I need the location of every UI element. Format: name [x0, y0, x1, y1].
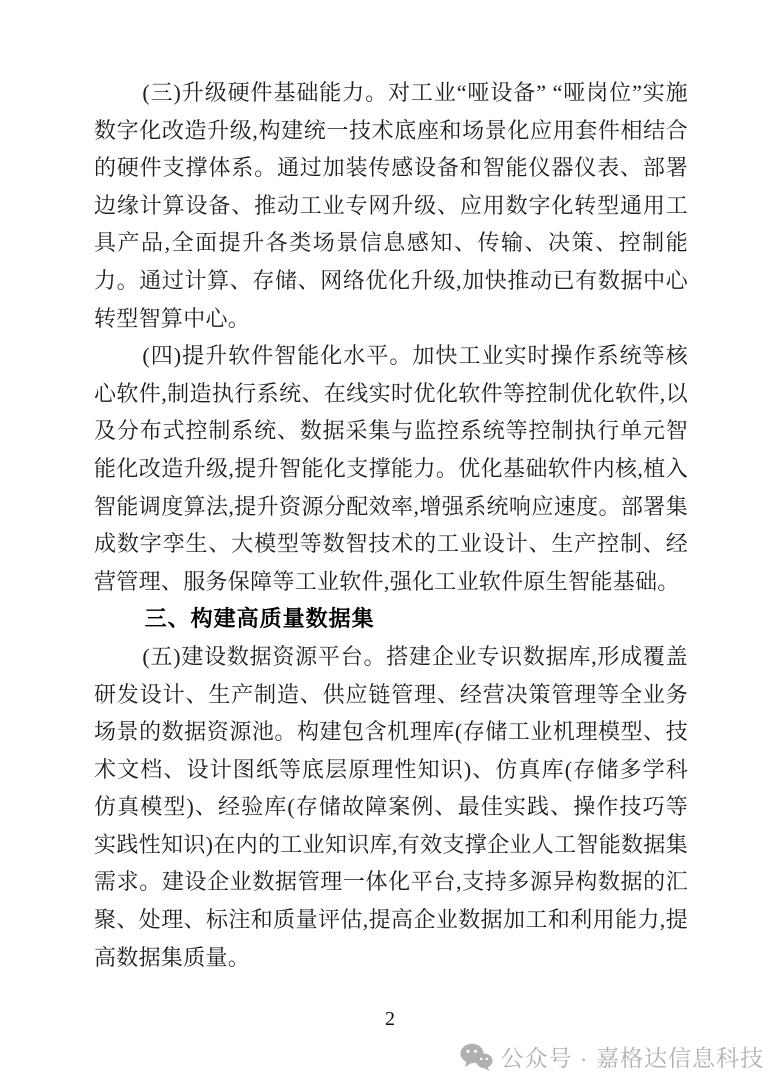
paragraph-item-5: (五)建设数据资源平台。搭建企业专识数据库,形成覆盖研发设计、生产制造、供应链管理、经营决策管理等全业务场景的数据资源池。构建包含机理库(存储工业机理模型、技术文档、设计图纸等底层原理性知识)、仿真库(存储多学科仿真模型)、经验库(存储故障案例、最佳实践、操作技巧等实践性知识)在内的工业知识库,有效支撑企业人工智能数据集需求。建设企业数据管理一体化平台,支持多源异构数据的汇聚、处理、标注和质量评估,提高企业数据加工和利用能力,提高数据集质量。 [94, 643, 688, 970]
paragraph-item-3: (三)升级硬件基础能力。对工业“哑设备” “哑岗位”实施数字化改造升级,构建统一技术底座和场景化应用套件相结合的硬件支撑体系。通过加装传感设备和智能仪器仪表、部署边缘计算设备、推动工业专网升级、应用数字化转型通用工具产品,全面提升各类场景信息感知、传输、决策、控制能力。通过计算、存储、网络优化升级,加快推动已有数据中心转型智算中心。 [94, 80, 688, 331]
page-number: 2 [385, 1008, 395, 1030]
document-body [94, 74, 688, 976]
wechat-icon [460, 1043, 493, 1071]
watermark [460, 1040, 764, 1073]
section-heading-3: 三、构建高质量数据集 [144, 606, 375, 632]
paragraph-item-4: (四)提升软件智能化水平。加快工业实时操作系统等核心软件,制造执行系统、在线实时优化软件等控制优化软件,以及分布式控制系统、数据采集与监控系统等控制执行单元智能化改造升级,提升智能化支撑能力。优化基础软件内核,植入智能调度算法,提升资源分配效率,增强系统响应速度。部署集成数字孪生、大模型等数智技术的工业设计、生产控制、经营管理、服务保障等工业软件,强化工业软件原生智能基础。 [94, 343, 688, 594]
watermark-text: 公众号 · 嘉格达信息科技 [500, 1045, 764, 1071]
